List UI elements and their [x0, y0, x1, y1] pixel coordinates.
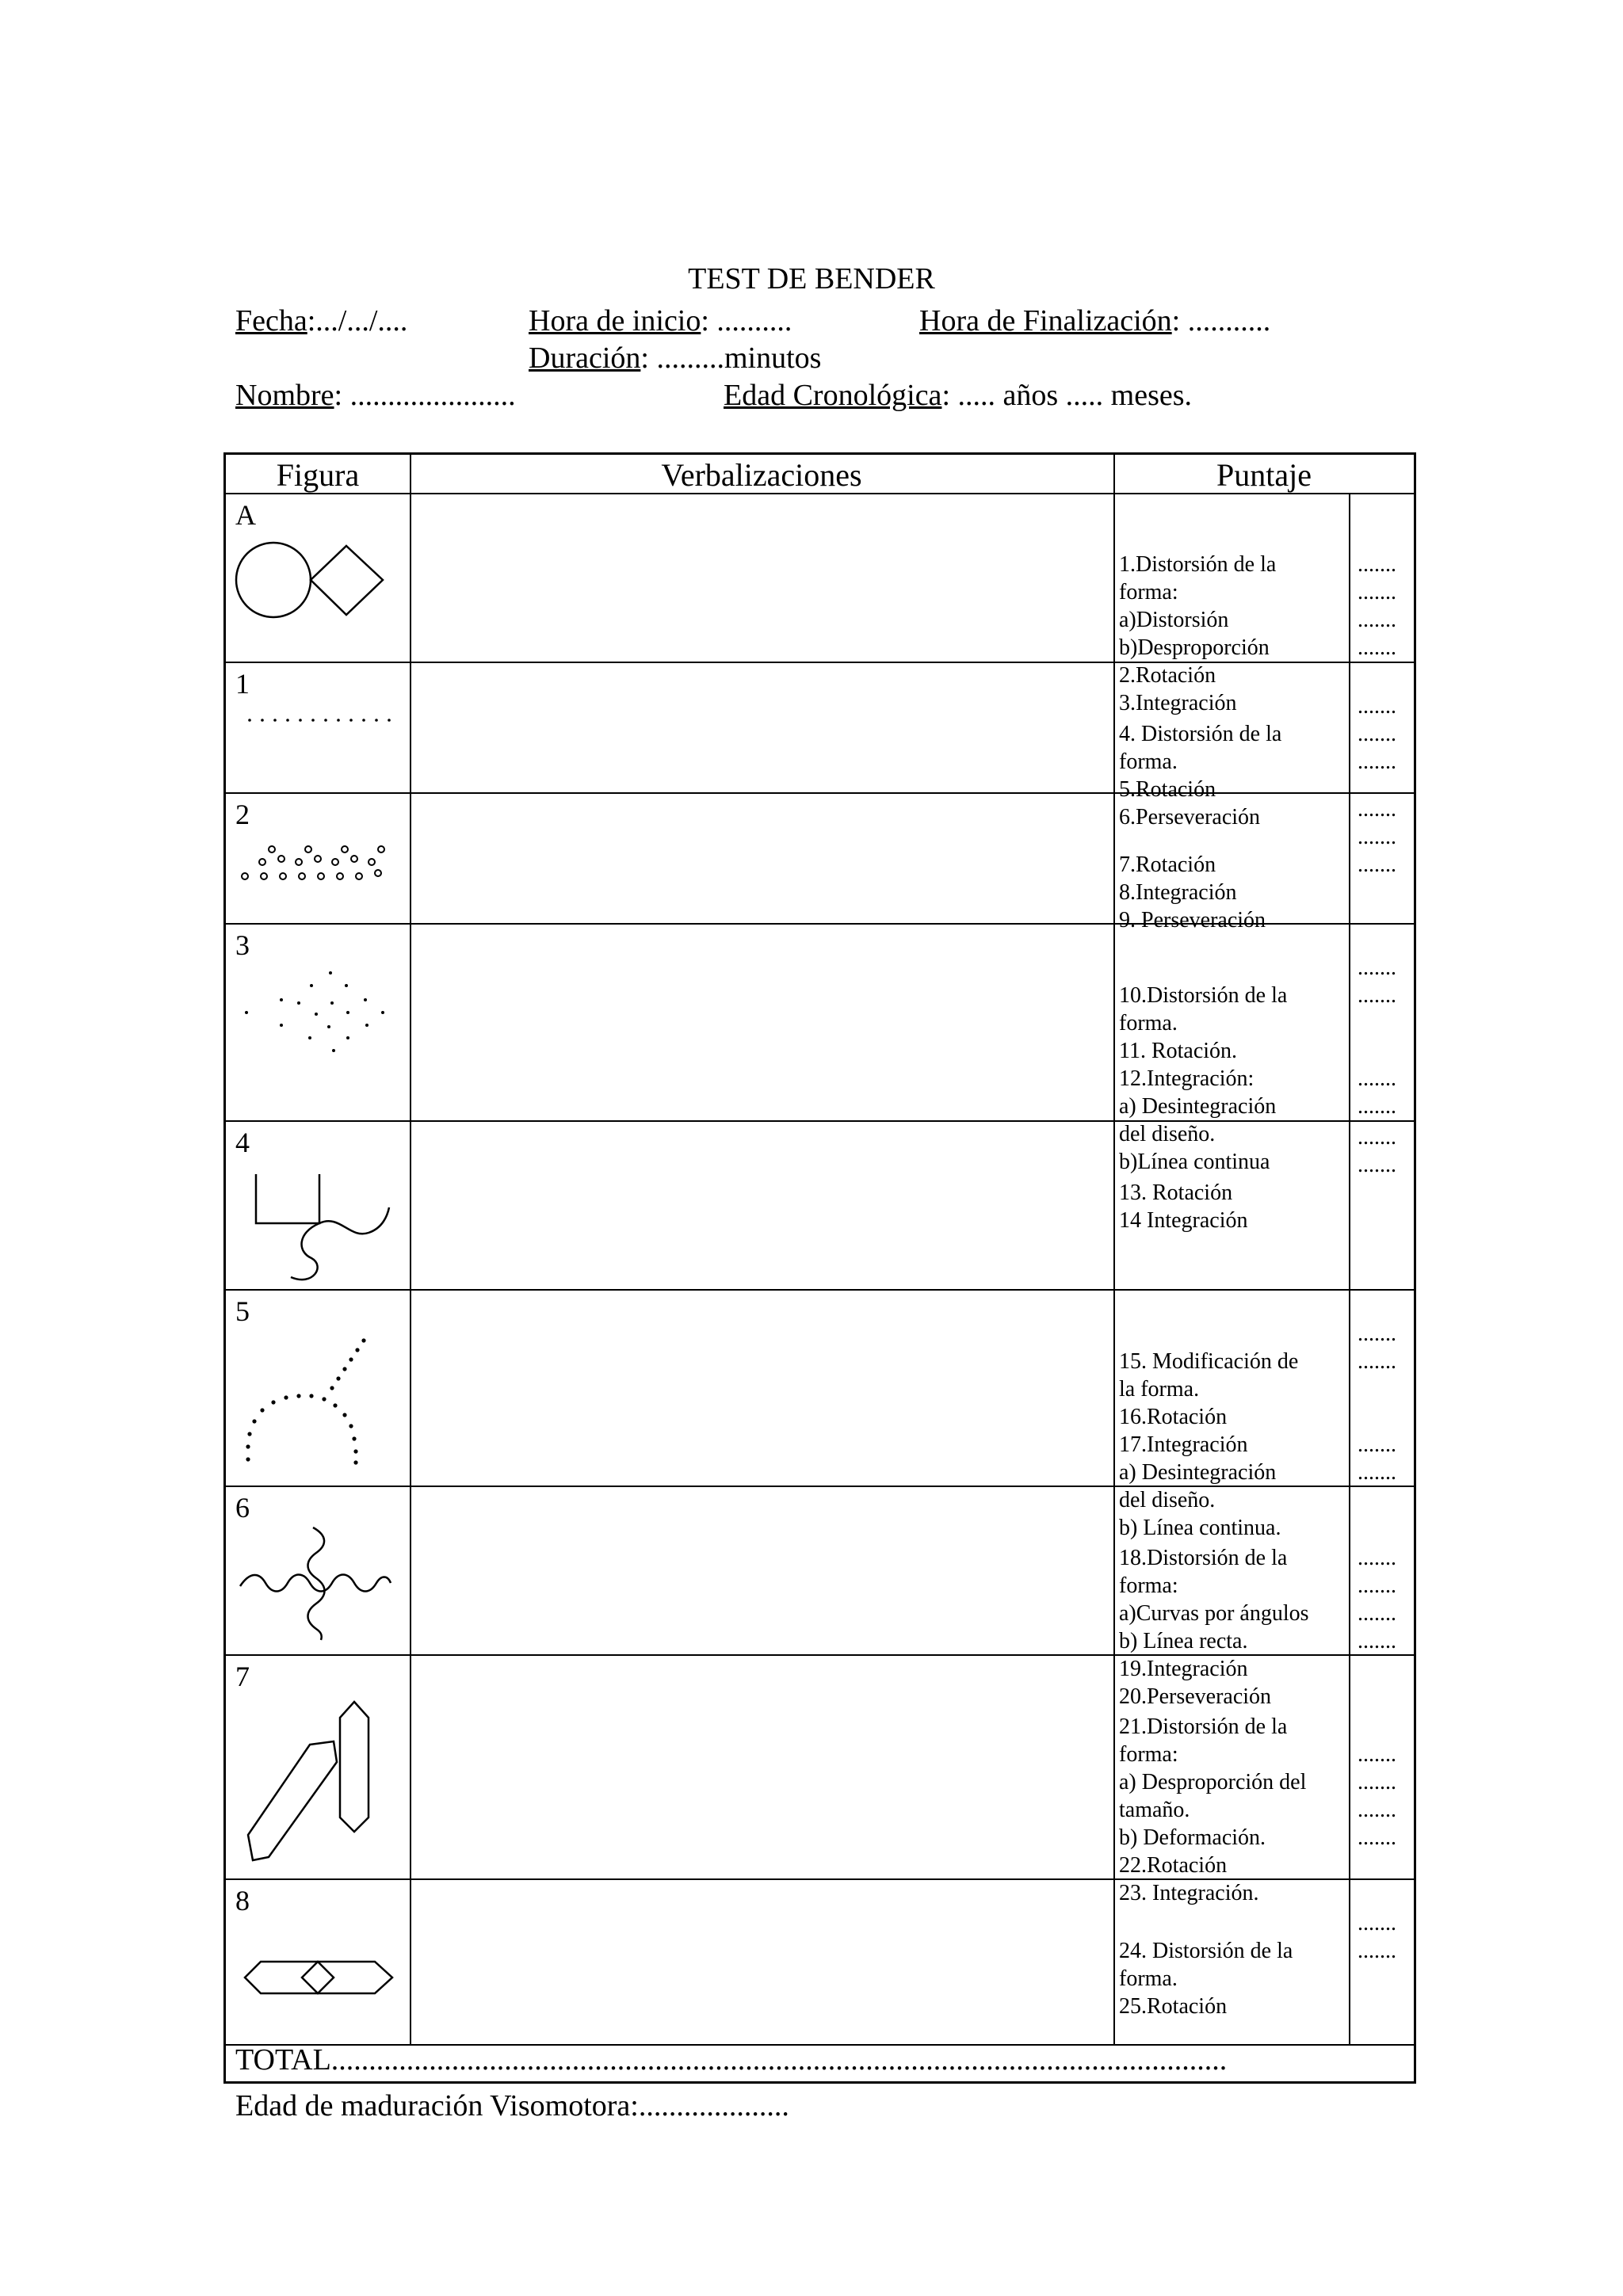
nombre-value: : ...................... [334, 379, 516, 412]
score-items-6: 18.Distorsión de la forma: a)Curvas por ángulos b) Línea recta. 19.Integración 20.Perseveración [1119, 1546, 1309, 1709]
score-blanks-6: ....... ....... ....... ....... [1358, 1546, 1396, 1653]
figure-label-7: 7 [235, 1661, 250, 1692]
score-items-8: 24. Distorsión de la forma. 25.Rotación [1119, 1939, 1293, 2019]
edad-value: : ..... años ..... meses. [941, 379, 1193, 412]
score-blanks-2: ....... ....... ....... [1358, 797, 1396, 877]
figure-label-a: A [235, 499, 256, 531]
hora-inicio-label: Hora de inicio [529, 304, 701, 338]
hora-fin-value: : ........... [1171, 304, 1271, 338]
figure-label-6: 6 [235, 1492, 250, 1524]
figure-label-2: 2 [235, 799, 250, 830]
score-blanks-7: ....... ....... ....... ....... [1358, 1742, 1396, 1850]
figure-label-3: 3 [235, 929, 250, 961]
row-divider [226, 493, 1415, 494]
figure-1-drawing [234, 708, 400, 732]
column-header-puntaje: Puntaje [1216, 457, 1312, 493]
score-items-5: 15. Modificación de la forma. 16.Rotación 17.Integración a) Desintegración del diseño. b) Línea continua. [1119, 1349, 1299, 1540]
nombre-label: Nombre [235, 379, 334, 412]
hora-fin-label: Hora de Finalización [919, 304, 1172, 338]
duracion-field [529, 341, 821, 376]
hora-fin-field [919, 303, 1270, 338]
total-line: TOTAL....................................................................................................................... [235, 2043, 1228, 2077]
score-blanks-1: ....... ....... ....... [1358, 694, 1396, 774]
column-divider [1113, 455, 1115, 2046]
figure-a-drawing [234, 534, 400, 653]
edad-label: Edad Cronológica [724, 379, 942, 412]
figure-2-drawing [234, 835, 400, 891]
column-header-verbalizaciones: Verbalizaciones [661, 457, 862, 493]
score-items-2: 7.Rotación 8.Integración 9. Perseveración [1119, 852, 1266, 933]
fecha-value: :.../.../.... [307, 304, 408, 338]
hora-inicio-field [529, 303, 792, 338]
figure-label-5: 5 [235, 1295, 250, 1327]
duracion-value: : .........minutos [640, 341, 822, 375]
document-title: TEST DE BENDER [688, 262, 935, 296]
figure-3-drawing [234, 962, 400, 1065]
hora-inicio-value: : .......... [701, 304, 792, 338]
figure-label-4: 4 [235, 1127, 250, 1158]
score-items-1: 4. Distorsión de la forma. 5.Rotación 6.Perseveración [1119, 722, 1282, 830]
score-items-7: 21.Distorsión de la forma: a) Desproporción del tamaño. b) Deformación. 22.Rotación 23. Integración. [1119, 1714, 1307, 1905]
column-header-figura: Figura [276, 457, 360, 493]
figure-7-drawing [234, 1691, 400, 1873]
figure-4-drawing [234, 1160, 400, 1287]
figure-6-drawing [234, 1516, 400, 1643]
fecha-field [235, 303, 407, 338]
column-divider [1349, 494, 1350, 2046]
score-items-3: 10.Distorsión de la forma. 11. Rotación. 12.Integración: a) Desintegración del diseño. b)Línea continua [1119, 983, 1288, 1174]
figure-label-1: 1 [235, 668, 250, 700]
score-blanks-8: ....... ....... [1358, 1911, 1396, 1963]
figure-5-drawing [234, 1326, 400, 1485]
score-blanks-a: ....... ....... ....... ....... [1358, 552, 1396, 660]
score-items-a: 1.Distorsión de la forma: a)Distorsión b)Desproporción 2.Rotación 3.Integración [1119, 552, 1277, 715]
nombre-field [235, 378, 516, 413]
fecha-label: Fecha [235, 304, 307, 338]
edad-cronologica-field [724, 378, 1192, 413]
score-blanks-4: ....... ....... [1358, 1125, 1396, 1177]
column-divider [410, 455, 411, 2046]
figure-label-8: 8 [235, 1885, 250, 1917]
score-blanks-3: ....... ....... ....... ....... [1358, 955, 1396, 1119]
figure-8-drawing [234, 1952, 400, 2000]
edad-maduracion-line: Edad de maduración Visomotora:.................... [235, 2089, 789, 2122]
bender-score-table [223, 452, 1416, 2084]
duracion-label: Duración [529, 341, 641, 375]
score-blanks-5: ....... ....... ....... ....... [1358, 1322, 1396, 1485]
score-items-4: 13. Rotación 14 Integración [1119, 1180, 1248, 1233]
